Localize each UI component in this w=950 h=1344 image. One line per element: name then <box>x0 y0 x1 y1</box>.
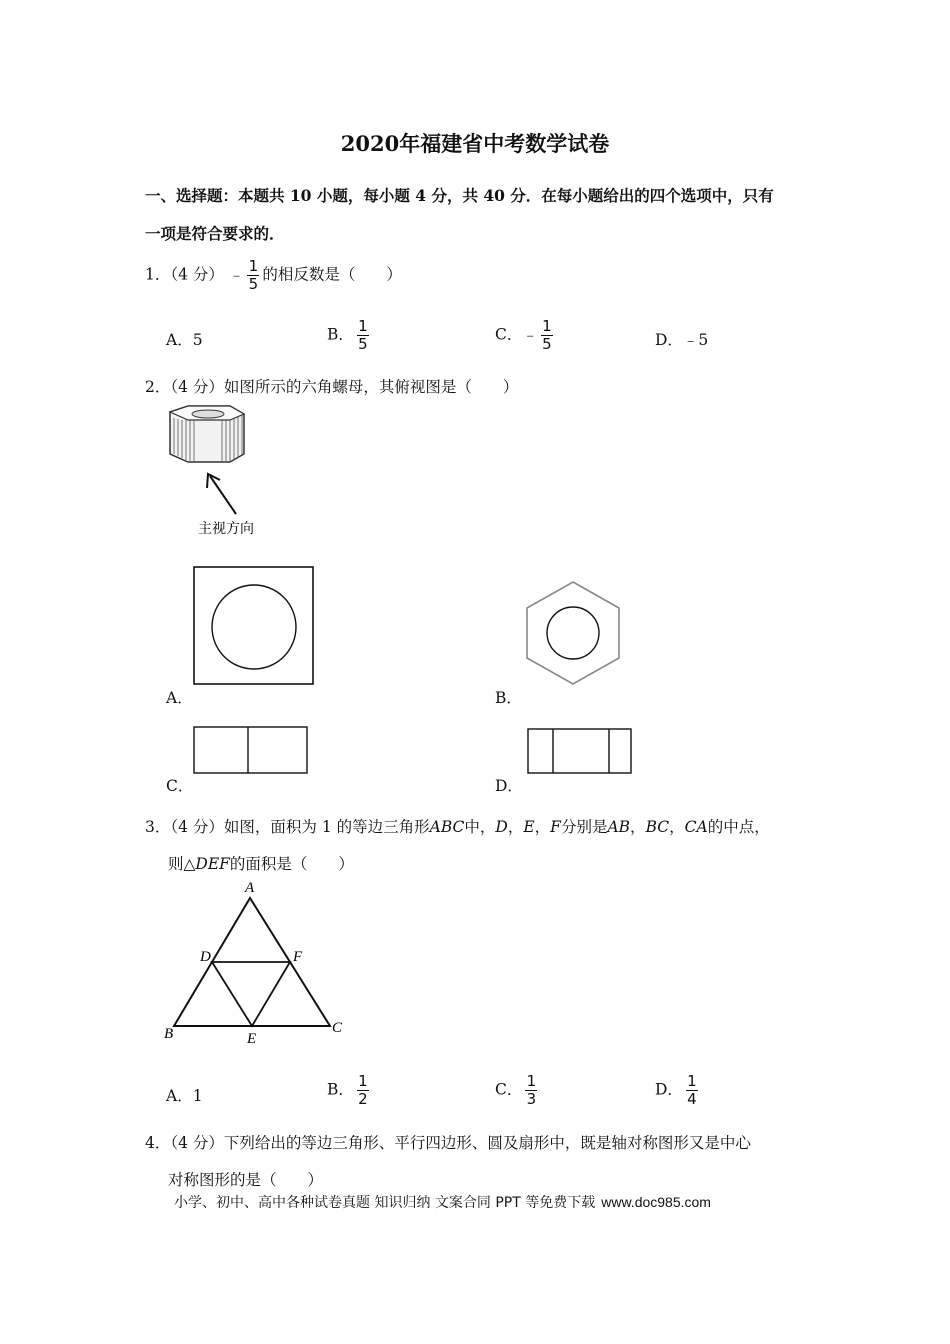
q3-option-b-fraction <box>357 1073 369 1108</box>
q3-def: DEF <box>195 855 230 873</box>
q3-option-c <box>495 1073 540 1108</box>
q1-b-den: 5 <box>358 335 368 353</box>
page-title: 2020年福建省中考数学试卷 <box>340 131 610 156</box>
q1-option-a: A．5 <box>166 331 203 349</box>
view-direction-arrow <box>207 474 236 514</box>
q1-option-b <box>327 318 372 353</box>
footer <box>174 1192 711 1212</box>
section-heading-line1: 一、选择题：本题共 10 小题，每小题 4 分，共 40 分．在每小题给出的四个选项中，只有 <box>145 186 774 205</box>
label-e: E <box>247 1031 257 1047</box>
hexagon-outline <box>527 582 619 684</box>
footer-text: 小学、初中、高中各种试卷真题 知识归纳 文案合同 PPT 等免费下载 <box>174 1195 596 1211</box>
q2-option-d: D． <box>495 777 523 795</box>
q3-c-num: 1 <box>526 1072 537 1090</box>
rectangle-outline <box>194 727 307 773</box>
q1-option-b-label: B． <box>327 325 354 344</box>
q2-option-a: A． <box>166 689 193 707</box>
q3-b-den: 2 <box>358 1090 368 1108</box>
question-3-stem-line2 <box>168 852 354 874</box>
q1-option-d: D．﹣5 <box>655 331 709 349</box>
q3-text-c: 分别是 <box>560 818 608 836</box>
q1-option-c-label: C． <box>495 325 523 344</box>
q3-option-c-label: C． <box>495 1080 523 1099</box>
q1-c-num: 1 <box>542 317 552 335</box>
q3-option-b-label: B． <box>327 1080 354 1099</box>
q3-sep3: ， <box>630 818 646 836</box>
q2-option-b-figure <box>524 580 624 686</box>
q3-sep1: ， <box>507 818 524 836</box>
q3-c-den: 3 <box>526 1090 537 1108</box>
triangle-def <box>212 962 290 1026</box>
question-3-stem-line1 <box>145 815 770 837</box>
q3-text-e: 则△ <box>168 855 196 873</box>
q3-f: F <box>550 818 561 836</box>
question-4-stem-line2: 对称图形的是（ ） <box>168 1171 324 1189</box>
q2-option-d-figure <box>527 728 633 776</box>
q1-frac-num: 1 <box>248 257 259 275</box>
rectangle-outline <box>528 729 631 773</box>
q3-d-num: 1 <box>687 1072 697 1090</box>
question-1-stem <box>145 258 402 293</box>
q2-option-b: B． <box>495 689 522 707</box>
q1-fraction <box>247 258 259 293</box>
q3-sep2: ， <box>534 818 551 836</box>
question-2-stem: 2．（4 分）如图所示的六角螺母，其俯视图是（ ） <box>145 378 519 396</box>
circle-outline <box>212 585 296 669</box>
q3-d-den: 4 <box>687 1090 697 1108</box>
q1-c-minus: ﹣ <box>522 325 538 344</box>
q3-text-a: 3．（4 分）如图，面积为 1 的等边三角形 <box>145 818 430 836</box>
label-b: B <box>164 1026 174 1042</box>
q3-text-f: 的面积是（ ） <box>229 855 354 873</box>
q2-option-c: C． <box>166 777 194 795</box>
q3-e: E <box>523 818 535 836</box>
view-direction-caption: 主视方向 <box>198 521 254 537</box>
q1-option-b-fraction <box>357 318 369 353</box>
q2-option-a-figure <box>193 566 315 686</box>
label-a: A <box>245 880 255 896</box>
q3-ca: CA <box>684 818 708 836</box>
q3-option-c-fraction <box>525 1073 537 1108</box>
q3-b-num: 1 <box>358 1072 368 1090</box>
q3-option-d <box>655 1073 701 1108</box>
q1-frac-den: 5 <box>248 275 259 293</box>
q3-text-d: 的中点， <box>707 818 770 836</box>
q3-text-b: 中， <box>464 818 496 836</box>
q3-sep4: ， <box>669 818 685 836</box>
q1-prefix: 1．（4 分） <box>145 265 224 284</box>
q1-c-den: 5 <box>542 335 552 353</box>
q3-d: D <box>495 818 508 836</box>
label-d: D <box>200 949 211 965</box>
q2-option-c-figure <box>193 726 309 776</box>
q3-option-d-fraction <box>686 1073 698 1108</box>
q3-option-d-label: D． <box>655 1080 683 1099</box>
hex-nut-figure <box>160 404 300 554</box>
triangle-figure <box>160 878 350 1048</box>
section-heading-line2: 一项是符合要求的． <box>145 224 285 243</box>
q1-option-c <box>495 318 556 353</box>
inner-circle <box>547 607 599 659</box>
hex-nut-drawing <box>170 406 244 462</box>
label-f: F <box>293 949 303 965</box>
q3-ab: AB <box>607 818 631 836</box>
q1-suffix: 的相反数是（ ） <box>262 265 402 284</box>
q1-minus: ﹣ <box>228 265 245 284</box>
q1-b-num: 1 <box>358 317 368 335</box>
q3-option-b <box>327 1073 372 1108</box>
q3-bc: BC <box>645 818 670 836</box>
question-4-stem-line1: 4．（4 分）下列给出的等边三角形、平行四边形、圆及扇形中，既是轴对称图形又是中心 <box>145 1134 751 1152</box>
label-c: C <box>332 1020 343 1036</box>
q1-option-c-fraction <box>541 318 553 353</box>
q3-abc: ABC <box>429 818 465 836</box>
q3-option-a: A．1 <box>166 1087 203 1105</box>
footer-url[interactable]: www.doc985.com <box>601 1194 711 1210</box>
